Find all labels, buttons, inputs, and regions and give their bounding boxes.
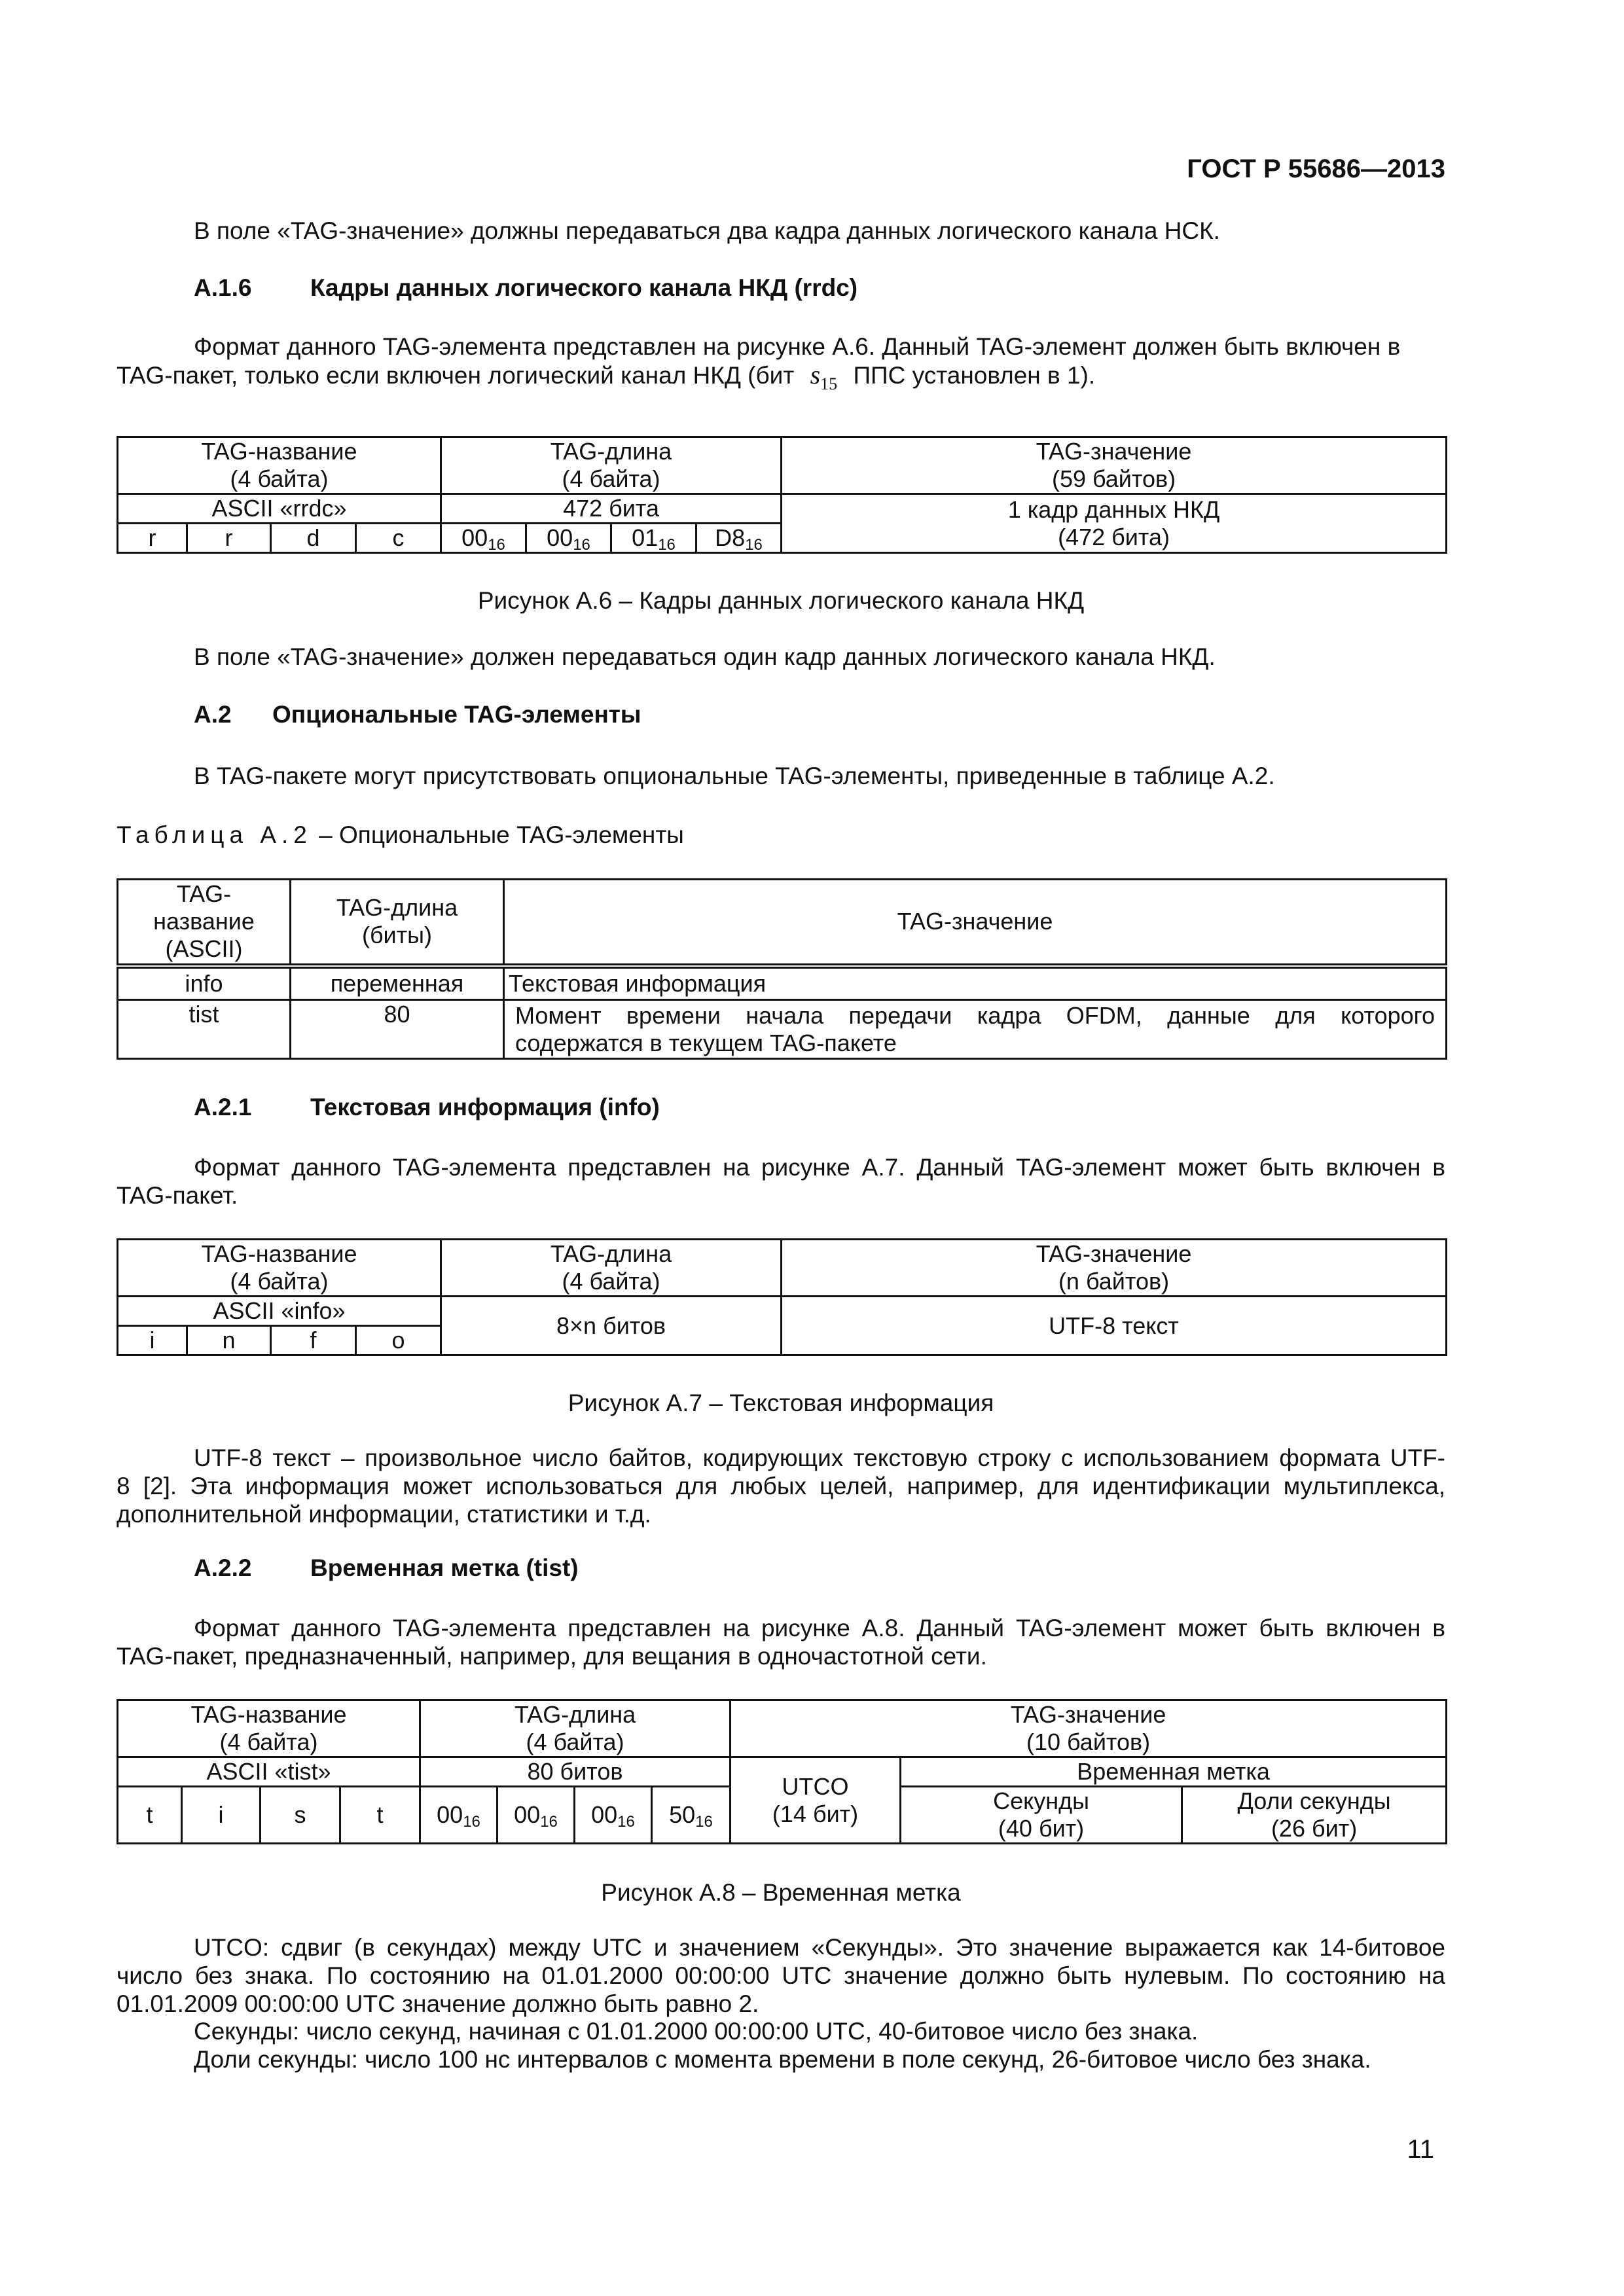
section-title: Текстовая информация (info) (310, 1094, 660, 1121)
tag-value-header: TAG-значение (10 байтов) (731, 1700, 1447, 1757)
table-a2-caption: Таблица А.2 – Опциональные TAG-элементы (117, 821, 684, 848)
section-title: Опциональные TAG-элементы (272, 701, 641, 728)
section-number: А.2.2 (194, 1554, 252, 1581)
paragraph-line (117, 361, 1445, 398)
figure-a6-table (117, 436, 1447, 554)
paragraph-line: дополнительной информации, статистики и т.д. (117, 1501, 651, 1528)
value-cell: UTF-8 текст (782, 1297, 1447, 1355)
paragraph-fractions: Доли секунды: число 100 нс интервалов с момента времени в поле секунд, 26-битовое число без знака. (194, 2046, 1371, 2073)
tag-value-header: TAG-значение (n байтов) (782, 1240, 1447, 1297)
bits-cell: 472 бита (441, 494, 782, 524)
table-cell: info (118, 966, 291, 1000)
paragraph-line: Формат данного TAG-элемента представлен на рисунке А.6. Данный TAG-элемент должен быть включен в (194, 333, 1401, 360)
paragraph-a22 (117, 1614, 1445, 1670)
paragraph-line: 8 [2]. Эта информация может использоваться для любых целей, например, для идентификации мультиплекса, (117, 1473, 1445, 1499)
paragraph-nkd-value: В поле «TAG-значение» должен передаваться один кадр данных логического канала НКД. (194, 643, 1216, 670)
paragraph-utf8 (117, 1444, 1445, 1528)
table-cell: переменная (291, 966, 504, 1000)
figure-a8-caption: Рисунок А.8 – Временная метка (601, 1879, 961, 1906)
tag-name-header: TAG-название (4 байта) (118, 437, 441, 494)
timestamp-cell: Временная метка (901, 1757, 1447, 1787)
letter-cell: t (118, 1787, 182, 1844)
letter-cell: r (118, 524, 187, 553)
figure-a7-caption: Рисунок А.7 – Текстовая информация (568, 1390, 994, 1416)
paragraph-line: число без знака. По состоянию на 01.01.2000 00:00:00 UTC значение должно быть нулевым. По состоянию на (117, 1962, 1445, 1989)
tag-length-header: TAG-длина (4 байта) (441, 437, 782, 494)
hex-cell: $01_{16}$ (611, 524, 696, 553)
ascii-cell: ASCII «tist» (118, 1757, 420, 1787)
paragraph-line: TAG-пакет. (117, 1182, 238, 1209)
ascii-cell: ASCII «info» (118, 1297, 441, 1326)
tag-length-header: TAG-длина (4 байта) (420, 1700, 731, 1757)
page-number: 11 (1407, 2135, 1434, 2164)
tag-name-header: TAG-название (4 байта) (118, 1240, 441, 1297)
table-cell: Момент времени начала передачи кадра OFDM, данные для которого содержатся в текущем TAG-пакете (504, 1000, 1447, 1059)
paragraph-a21 (117, 1153, 1445, 1210)
section-number: А.2 (194, 701, 232, 728)
document-code: ГОСТ Р 55686—2013 (1187, 154, 1445, 183)
seconds-cell: Секунды (40 бит) (901, 1787, 1182, 1844)
letter-cell: s (261, 1787, 340, 1844)
paragraph-text: TAG-пакет, только если включен логический канал НКД (бит (117, 362, 795, 389)
section-title: Кадры данных логического канала НКД (rrdc) (310, 274, 858, 301)
letter-cell: t (340, 1787, 420, 1844)
paragraph-line: UTCO: сдвиг (в секундах) между UTC и значением «Секунды». Это значение выражается как 14-битовое (194, 1934, 1445, 1961)
letter-cell: i (182, 1787, 261, 1844)
bit-symbol: $s_{15}$ (810, 360, 838, 393)
paragraph-line: Формат данного TAG-элемента представлен на рисунке А.7. Данный TAG-элемент может быть включен в (194, 1154, 1445, 1181)
paragraph-ncs-value: В поле «TAG-значение» должны передаваться два кадра данных логического канала НСК. (194, 217, 1220, 244)
column-header: TAG-значение (504, 880, 1447, 966)
figure-a6-caption: Рисунок А.6 – Кадры данных логического канала НКД (477, 587, 1085, 614)
tag-name-header: TAG-название (4 байта) (118, 1700, 420, 1757)
table-a2 (117, 878, 1447, 1060)
letter-cell: f (271, 1326, 356, 1355)
bits-cell: 80 битов (420, 1757, 731, 1787)
paragraph-utco (117, 1933, 1445, 2018)
letter-cell: c (356, 524, 441, 553)
letter-cell: i (118, 1326, 187, 1355)
letter-cell: r (187, 524, 271, 553)
section-number: А.2.1 (194, 1094, 252, 1121)
paragraph-line: 01.01.2009 00:00:00 UTC значение должно быть равно 2. (117, 1990, 759, 2017)
table-cell: 80 (291, 1000, 504, 1059)
paragraph-line: UTF-8 текст – произвольное число байтов, кодирующих текстовую строку с использованием формата UTF- (194, 1444, 1445, 1471)
figure-a8-table (117, 1699, 1447, 1844)
hex-cell: $00_{16}$ (441, 524, 526, 553)
column-header: TAG-длина (биты) (291, 880, 504, 966)
hex-cell: $00_{16}$ (497, 1787, 575, 1844)
paragraph-line: TAG-пакет, предназначенный, например, для вещания в одночастотной сети. (117, 1643, 987, 1670)
paragraph-text: ППС установлен в 1). (853, 362, 1096, 389)
value-cell: 1 кадр данных НКД (472 бита) (782, 494, 1447, 553)
section-title: Временная метка (tist) (310, 1554, 579, 1581)
paragraph-a2: В TAG-пакете могут присутствовать опциональные TAG-элементы, приведенные в таблице А.2. (194, 762, 1275, 789)
table-row (118, 966, 1447, 1000)
ascii-cell: ASCII «rrdc» (118, 494, 441, 524)
letter-cell: n (187, 1326, 271, 1355)
fraction-cell: Доли секунды (26 бит) (1182, 1787, 1447, 1844)
figure-a7-table (117, 1238, 1447, 1356)
table-cell: Текстовая информация (504, 966, 1447, 1000)
tag-value-header: TAG-значение (59 байтов) (782, 437, 1447, 494)
column-header: TAG- название (ASCII) (118, 880, 291, 966)
section-number: А.1.6 (194, 274, 252, 301)
letter-cell: d (271, 524, 356, 553)
hex-cell: $00_{16}$ (575, 1787, 652, 1844)
hex-cell: $50_{16}$ (652, 1787, 731, 1844)
paragraph-seconds: Секунды: число секунд, начиная с 01.01.2000 00:00:00 UTC, 40-битовое число без знака. (194, 2018, 1199, 2045)
paragraph-line: Формат данного TAG-элемента представлен на рисунке А.8. Данный TAG-элемент может быть включен в (194, 1615, 1445, 1641)
tag-length-header: TAG-длина (4 байта) (441, 1240, 782, 1297)
hex-cell: $00_{16}$ (420, 1787, 497, 1844)
table-row (118, 1000, 1447, 1059)
utco-cell: UTCO (14 бит) (731, 1757, 901, 1844)
hex-cell: $D8_{16}$ (696, 524, 782, 553)
paragraph-a16 (117, 332, 1445, 398)
bits-cell: 8×n битов (441, 1297, 782, 1355)
hex-cell: $00_{16}$ (526, 524, 611, 553)
letter-cell: o (356, 1326, 441, 1355)
table-cell: tist (118, 1000, 291, 1059)
